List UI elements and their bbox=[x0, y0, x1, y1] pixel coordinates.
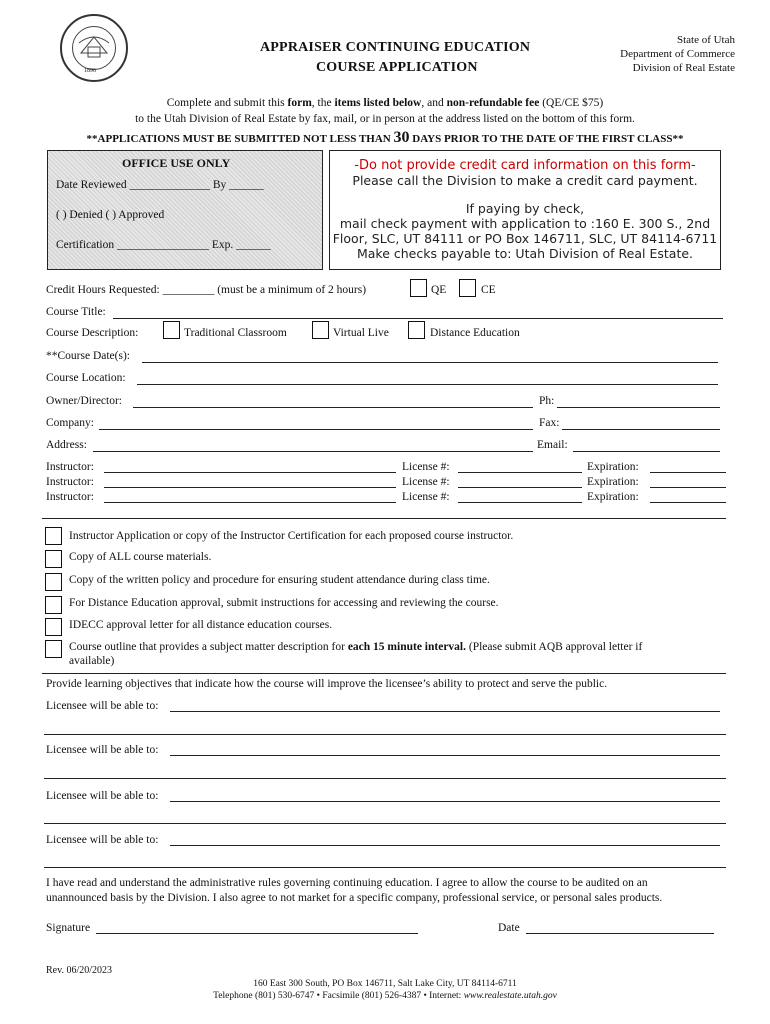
checklist-item-5: IDECC approval letter for all distance education courses. bbox=[69, 619, 333, 631]
objectives-intro: Provide learning objectives that indicate how the course will improve the licensee’s ability to protect and serve the public. bbox=[46, 678, 608, 690]
section-divider bbox=[42, 518, 726, 519]
checklist-item-6-cont: available) bbox=[69, 655, 115, 667]
objective-field-4[interactable] bbox=[170, 845, 720, 846]
footer-contact bbox=[0, 990, 770, 1002]
instructor-label-2: Instructor: bbox=[46, 476, 94, 488]
checklist-item-6-bold: each 15 minute interval. bbox=[347, 641, 466, 653]
notice-check: If paying by check, bbox=[465, 201, 585, 216]
traditional-classroom-checkbox[interactable] bbox=[163, 321, 180, 339]
company-field[interactable] bbox=[99, 429, 533, 430]
checklist-item-6-text: (Please submit AQB approval letter if bbox=[466, 641, 643, 653]
qe-checkbox[interactable] bbox=[410, 279, 427, 297]
expiration-field-1[interactable] bbox=[650, 472, 726, 473]
payment-notice-box bbox=[329, 150, 721, 270]
office-use-title: OFFICE USE ONLY bbox=[122, 156, 231, 170]
distance-education-checkbox[interactable] bbox=[408, 321, 425, 339]
expiration-label-3: Expiration: bbox=[587, 491, 639, 503]
objective-field-1[interactable] bbox=[170, 711, 720, 712]
course-title-field[interactable] bbox=[113, 318, 723, 319]
checklist-checkbox-2[interactable] bbox=[45, 550, 62, 568]
license-field-2[interactable] bbox=[458, 487, 582, 488]
notice-address: Floor, SLC, UT 84111 or PO Box 146711, SLC, UT 84114-6711 bbox=[332, 231, 718, 246]
owner-label: Owner/Director: bbox=[46, 395, 122, 407]
instructor-field-2[interactable] bbox=[104, 487, 396, 488]
form-title-line2: COURSE APPLICATION bbox=[316, 60, 478, 75]
submission-warning bbox=[0, 129, 770, 147]
ce-checkbox[interactable] bbox=[459, 279, 476, 297]
license-label-3: License #: bbox=[402, 491, 450, 503]
form-title-line1: APPRAISER CONTINUING EDUCATION bbox=[260, 40, 531, 55]
objective-label-2: Licensee will be able to: bbox=[46, 744, 159, 756]
date-field[interactable] bbox=[526, 933, 714, 934]
objective-field-3[interactable] bbox=[170, 801, 720, 802]
footer-contact-text: Telephone (801) 530-6747 • Facsimile (801) 526-4387 • Internet: bbox=[213, 991, 464, 1001]
intro-text: , and bbox=[421, 97, 447, 109]
warning-days: 30 bbox=[393, 129, 410, 146]
signature-field[interactable] bbox=[96, 933, 418, 934]
notice-call: Please call the Division to make a credit card payment. bbox=[352, 173, 698, 188]
notice-payable: Make checks payable to: Utah Division of Real Estate. bbox=[356, 246, 694, 261]
checklist-checkbox-5[interactable] bbox=[45, 618, 62, 636]
checklist-item-2: Copy of ALL course materials. bbox=[69, 551, 212, 563]
phone-label: Ph: bbox=[539, 395, 555, 407]
course-description-label: Course Description: bbox=[46, 327, 139, 339]
instructor-field-1[interactable] bbox=[104, 472, 396, 473]
owner-field[interactable] bbox=[133, 407, 533, 408]
phone-field[interactable] bbox=[557, 407, 720, 408]
objective-field-3-cont[interactable] bbox=[44, 823, 726, 824]
email-label: Email: bbox=[537, 439, 568, 451]
intro-line1 bbox=[0, 97, 770, 109]
expiration-label-1: Expiration: bbox=[587, 461, 639, 473]
instructor-label-3: Instructor: bbox=[46, 491, 94, 503]
instructor-label-1: Instructor: bbox=[46, 461, 94, 473]
seal-eagle-icon bbox=[72, 26, 116, 70]
address-field[interactable] bbox=[93, 451, 533, 452]
course-location-field[interactable] bbox=[137, 384, 718, 385]
license-field-3[interactable] bbox=[458, 502, 582, 503]
course-title-label: Course Title: bbox=[46, 306, 106, 318]
checklist-checkbox-4[interactable] bbox=[45, 596, 62, 614]
distance-education-label: Distance Education bbox=[430, 327, 520, 339]
objective-label-4: Licensee will be able to: bbox=[46, 834, 159, 846]
expiration-label-2: Expiration: bbox=[587, 476, 639, 488]
course-dates-field[interactable] bbox=[142, 362, 718, 363]
instructor-field-3[interactable] bbox=[104, 502, 396, 503]
email-field[interactable] bbox=[573, 451, 720, 452]
revision-date: Rev. 06/20/2023 bbox=[46, 965, 113, 976]
virtual-live-checkbox[interactable] bbox=[312, 321, 329, 339]
seal-year: 1896 bbox=[84, 68, 96, 74]
intro-bold-form: form bbox=[287, 97, 312, 109]
traditional-classroom-label: Traditional Classroom bbox=[184, 327, 287, 339]
expiration-field-3[interactable] bbox=[650, 502, 726, 503]
course-location-label: Course Location: bbox=[46, 372, 126, 384]
agency-block bbox=[620, 33, 735, 75]
intro-text: (QE/CE $75) bbox=[539, 97, 604, 109]
expiration-field-2[interactable] bbox=[650, 487, 726, 488]
license-label-1: License #: bbox=[402, 461, 450, 473]
utah-state-seal bbox=[60, 14, 128, 82]
agreement-line2: unannounced basis by the Division. I also agree to not market for a specific company, professional service, or personal sales products. bbox=[46, 892, 663, 904]
credit-hours-label: Credit Hours Requested: _________ (must be a minimum of 2 hours) bbox=[46, 284, 367, 296]
notice-mail: mail check payment with application to :160 E. 300 S., 2nd bbox=[339, 216, 711, 231]
checklist-checkbox-3[interactable] bbox=[45, 573, 62, 591]
license-label-2: License #: bbox=[402, 476, 450, 488]
objective-field-4-cont[interactable] bbox=[44, 867, 726, 868]
checklist-item-1: Instructor Application or copy of the Instructor Certification for each proposed course instructor. bbox=[69, 530, 514, 542]
intro-text: , the bbox=[311, 97, 335, 109]
section-divider bbox=[42, 673, 726, 674]
signature-label: Signature bbox=[46, 922, 91, 934]
agreement-line1: I have read and understand the administrative rules governing continuing education. I agree to allow the course to be audited on an bbox=[46, 877, 648, 889]
office-date-reviewed: Date Reviewed ______________ By ______ bbox=[56, 179, 264, 191]
office-use-box bbox=[47, 150, 323, 270]
intro-bold-items: items listed below bbox=[334, 97, 422, 109]
warning-text: DAYS PRIOR TO THE DATE OF THE FIRST CLASS** bbox=[409, 133, 684, 145]
warning-text: **APPLICATIONS MUST BE SUBMITTED NOT LESS THAN bbox=[86, 133, 394, 145]
objective-field-1-cont[interactable] bbox=[44, 734, 726, 735]
checklist-checkbox-1[interactable] bbox=[45, 527, 62, 545]
intro-text: Complete and submit this bbox=[166, 97, 288, 109]
fax-field[interactable] bbox=[562, 429, 720, 430]
course-dates-label: **Course Date(s): bbox=[46, 350, 130, 362]
office-certification: Certification ________________ Exp. ______ bbox=[56, 239, 271, 251]
qe-label: QE bbox=[431, 284, 447, 296]
company-label: Company: bbox=[46, 417, 94, 429]
virtual-live-label: Virtual Live bbox=[333, 327, 389, 339]
objective-field-2[interactable] bbox=[170, 755, 720, 756]
checklist-item-4: For Distance Education approval, submit instructions for accessing and reviewing the course. bbox=[69, 597, 499, 609]
intro-line2: to the Utah Division of Real Estate by fax, mail, or in person at the address listed on the bottom of this form. bbox=[135, 113, 635, 125]
objective-label-3: Licensee will be able to: bbox=[46, 790, 159, 802]
agency-department: Department of Commerce bbox=[620, 48, 735, 60]
checklist-checkbox-6[interactable] bbox=[45, 640, 62, 658]
objective-field-2-cont[interactable] bbox=[44, 778, 726, 779]
agency-division: Division of Real Estate bbox=[632, 62, 735, 74]
checklist-item-6-text: Course outline that provides a subject matter description for bbox=[69, 641, 348, 653]
footer-website-link[interactable]: www.realestate.utah.gov bbox=[463, 991, 557, 1001]
date-label: Date bbox=[498, 922, 520, 934]
objective-label-1: Licensee will be able to: bbox=[46, 700, 159, 712]
checklist-item-3: Copy of the written policy and procedure for ensuring student attendance during class time. bbox=[69, 574, 490, 586]
fax-label: Fax: bbox=[539, 417, 560, 429]
checklist-item-6 bbox=[69, 641, 642, 653]
office-status: ( ) Denied ( ) Approved bbox=[56, 209, 165, 221]
intro-bold-fee: non-refundable fee bbox=[446, 97, 540, 109]
credit-card-warning: -Do not provide credit card information on this form- bbox=[354, 158, 696, 173]
ce-label: CE bbox=[481, 284, 496, 296]
footer-address: 160 East 300 South, PO Box 146711, Salt Lake City, UT 84114-6711 bbox=[253, 979, 517, 989]
agency-state: State of Utah bbox=[676, 34, 735, 46]
address-label: Address: bbox=[46, 439, 87, 451]
license-field-1[interactable] bbox=[458, 472, 582, 473]
